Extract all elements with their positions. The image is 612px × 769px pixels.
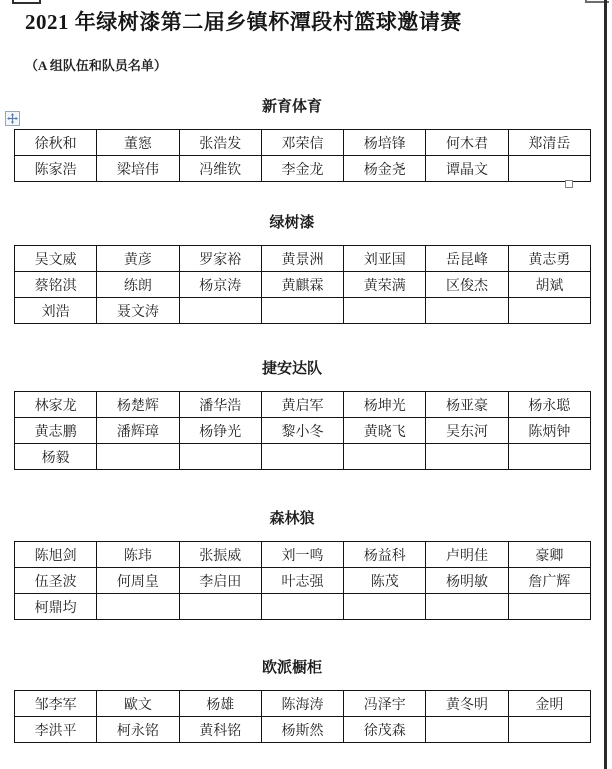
- table-row: [15, 717, 591, 743]
- player-name-cell[interactable]: 蔡铭淇: [15, 272, 97, 298]
- player-name-cell[interactable]: 刘浩: [15, 298, 97, 324]
- player-name-cell[interactable]: 刘一鸣: [261, 542, 343, 568]
- table-row: [15, 130, 591, 156]
- team-section-xinyu: [14, 98, 570, 182]
- player-name-cell[interactable]: 张振威: [179, 542, 261, 568]
- roster-table: [14, 690, 591, 743]
- roster-table: [14, 391, 591, 470]
- player-name-cell[interactable]: 练朗: [97, 272, 179, 298]
- player-name-cell[interactable]: 吴东河: [426, 418, 508, 444]
- player-name-cell[interactable]: 柯鼎均: [15, 594, 97, 620]
- player-name-cell[interactable]: 杨金尧: [344, 156, 426, 182]
- empty-cell[interactable]: [261, 298, 343, 324]
- empty-cell[interactable]: [426, 444, 508, 470]
- team-section-oupai: [14, 659, 570, 743]
- player-name-cell[interactable]: 金明: [508, 691, 590, 717]
- player-name-cell[interactable]: 杨楚辉: [97, 392, 179, 418]
- empty-cell[interactable]: [261, 594, 343, 620]
- player-name-cell[interactable]: 何周皇: [97, 568, 179, 594]
- player-name-cell[interactable]: 邓荣信: [261, 130, 343, 156]
- empty-cell[interactable]: [508, 156, 590, 182]
- player-name-cell[interactable]: 杨京涛: [179, 272, 261, 298]
- player-name-cell[interactable]: 邹李军: [15, 691, 97, 717]
- empty-cell[interactable]: [426, 594, 508, 620]
- player-name-cell[interactable]: 黄晓飞: [344, 418, 426, 444]
- player-name-cell[interactable]: 叶志强: [261, 568, 343, 594]
- player-name-cell[interactable]: 潘辉璋: [97, 418, 179, 444]
- player-name-cell[interactable]: 区俊杰: [426, 272, 508, 298]
- player-name-cell[interactable]: 李洪平: [15, 717, 97, 743]
- player-name-cell[interactable]: 吴文威: [15, 246, 97, 272]
- table-row: [15, 568, 591, 594]
- empty-cell[interactable]: [97, 444, 179, 470]
- empty-cell[interactable]: [426, 298, 508, 324]
- player-name-cell[interactable]: 董惌: [97, 130, 179, 156]
- player-name-cell[interactable]: 黄科铭: [179, 717, 261, 743]
- team-heading: 欧派橱柜: [261, 660, 322, 677]
- player-name-cell[interactable]: 杨斯然: [261, 717, 343, 743]
- player-name-cell[interactable]: 梁培伟: [97, 156, 179, 182]
- player-name-cell[interactable]: 徐秋和: [15, 130, 97, 156]
- player-name-cell[interactable]: 胡斌: [508, 272, 590, 298]
- roster-table-wrapper: [14, 391, 570, 470]
- player-name-cell[interactable]: 陈旭剑: [15, 542, 97, 568]
- player-name-cell[interactable]: 黄志鹏: [15, 418, 97, 444]
- player-name-cell[interactable]: 张浩发: [179, 130, 261, 156]
- player-name-cell[interactable]: 陈炳钟: [508, 418, 590, 444]
- team-section-senlinlang: [14, 510, 570, 620]
- player-name-cell[interactable]: 谭晶文: [426, 156, 508, 182]
- team-heading: 森林狼: [269, 511, 315, 528]
- player-name-cell[interactable]: 李金龙: [261, 156, 343, 182]
- player-name-cell[interactable]: 陈玮: [97, 542, 179, 568]
- team-heading: 捷安达队: [261, 361, 322, 378]
- table-row: [15, 392, 591, 418]
- player-name-cell[interactable]: 杨培锋: [344, 130, 426, 156]
- table-row: [15, 542, 591, 568]
- player-name-cell[interactable]: 陈海涛: [261, 691, 343, 717]
- player-name-cell[interactable]: 何木君: [426, 130, 508, 156]
- table-move-handle-icon[interactable]: [5, 111, 20, 126]
- roster-table-wrapper: [14, 541, 570, 620]
- table-row: [15, 246, 591, 272]
- player-name-cell[interactable]: 黄麒霖: [261, 272, 343, 298]
- player-name-cell[interactable]: 陈茂: [344, 568, 426, 594]
- page-edge-line: [604, 0, 607, 769]
- player-name-cell[interactable]: 黄冬明: [426, 691, 508, 717]
- player-name-cell[interactable]: 豪卿: [508, 542, 590, 568]
- player-name-cell[interactable]: 黄彦: [97, 246, 179, 272]
- player-name-cell[interactable]: 刘亚国: [344, 246, 426, 272]
- player-name-cell[interactable]: 黄志勇: [508, 246, 590, 272]
- table-row: [15, 272, 591, 298]
- roster-table: [14, 245, 591, 324]
- empty-cell[interactable]: [508, 298, 590, 324]
- player-name-cell[interactable]: 岳昆峰: [426, 246, 508, 272]
- player-name-cell[interactable]: 黎小冬: [261, 418, 343, 444]
- empty-cell[interactable]: [179, 594, 261, 620]
- player-name-cell[interactable]: 冯泽宇: [344, 691, 426, 717]
- player-name-cell[interactable]: 杨毅: [15, 444, 97, 470]
- player-name-cell[interactable]: 冯维钦: [179, 156, 261, 182]
- empty-cell[interactable]: [344, 594, 426, 620]
- team-section-lushuqi: [14, 214, 570, 324]
- table-row: [15, 444, 591, 470]
- empty-cell[interactable]: [508, 717, 590, 743]
- player-name-cell[interactable]: 徐茂森: [344, 717, 426, 743]
- roster-table-wrapper: [14, 690, 570, 743]
- player-name-cell[interactable]: 歐文: [97, 691, 179, 717]
- player-name-cell[interactable]: 陈家浩: [15, 156, 97, 182]
- player-name-cell[interactable]: 卢明佳: [426, 542, 508, 568]
- player-name-cell[interactable]: 潘华浩: [179, 392, 261, 418]
- page-title: 2021 年绿树漆第二届乡镇杯潭段村篮球邀请赛: [25, 10, 462, 34]
- table-row: [15, 691, 591, 717]
- player-name-cell[interactable]: 郑清岳: [508, 130, 590, 156]
- empty-cell[interactable]: [97, 594, 179, 620]
- table-row: [15, 594, 591, 620]
- empty-cell[interactable]: [344, 444, 426, 470]
- team-section-jieanda: [14, 360, 570, 470]
- empty-cell[interactable]: [179, 444, 261, 470]
- table-row: [15, 298, 591, 324]
- player-name-cell[interactable]: 杨益科: [344, 542, 426, 568]
- empty-cell[interactable]: [508, 444, 590, 470]
- player-name-cell[interactable]: 伍圣波: [15, 568, 97, 594]
- roster-table-wrapper: [14, 245, 570, 324]
- empty-cell[interactable]: [426, 717, 508, 743]
- table-row: [15, 156, 591, 182]
- team-heading: 绿树漆: [269, 215, 315, 232]
- player-name-cell[interactable]: 罗家裕: [179, 246, 261, 272]
- empty-cell[interactable]: [508, 594, 590, 620]
- team-heading: 新育体育: [261, 99, 322, 116]
- page-subtitle: （A 组队伍和队员名单）: [25, 58, 167, 74]
- empty-cell[interactable]: [261, 444, 343, 470]
- roster-table: [14, 129, 591, 182]
- table-row: [15, 418, 591, 444]
- player-name-cell[interactable]: 李启田: [179, 568, 261, 594]
- player-name-cell[interactable]: 聂文涛: [97, 298, 179, 324]
- player-name-cell[interactable]: 黄荣满: [344, 272, 426, 298]
- player-name-cell[interactable]: 杨雄: [179, 691, 261, 717]
- player-name-cell[interactable]: 林家龙: [15, 392, 97, 418]
- table-resize-handle[interactable]: [565, 180, 573, 188]
- player-name-cell[interactable]: 黄启军: [261, 392, 343, 418]
- player-name-cell[interactable]: 杨明敏: [426, 568, 508, 594]
- empty-cell[interactable]: [344, 298, 426, 324]
- empty-cell[interactable]: [179, 298, 261, 324]
- player-name-cell[interactable]: 柯永铭: [97, 717, 179, 743]
- player-name-cell[interactable]: 黄景洲: [261, 246, 343, 272]
- player-name-cell[interactable]: 杨坤光: [344, 392, 426, 418]
- player-name-cell[interactable]: 杨亚豪: [426, 392, 508, 418]
- roster-table: [14, 541, 591, 620]
- player-name-cell[interactable]: 杨铮光: [179, 418, 261, 444]
- player-name-cell[interactable]: 杨永聪: [508, 392, 590, 418]
- roster-table-wrapper: [14, 129, 570, 182]
- player-name-cell[interactable]: 詹广辉: [508, 568, 590, 594]
